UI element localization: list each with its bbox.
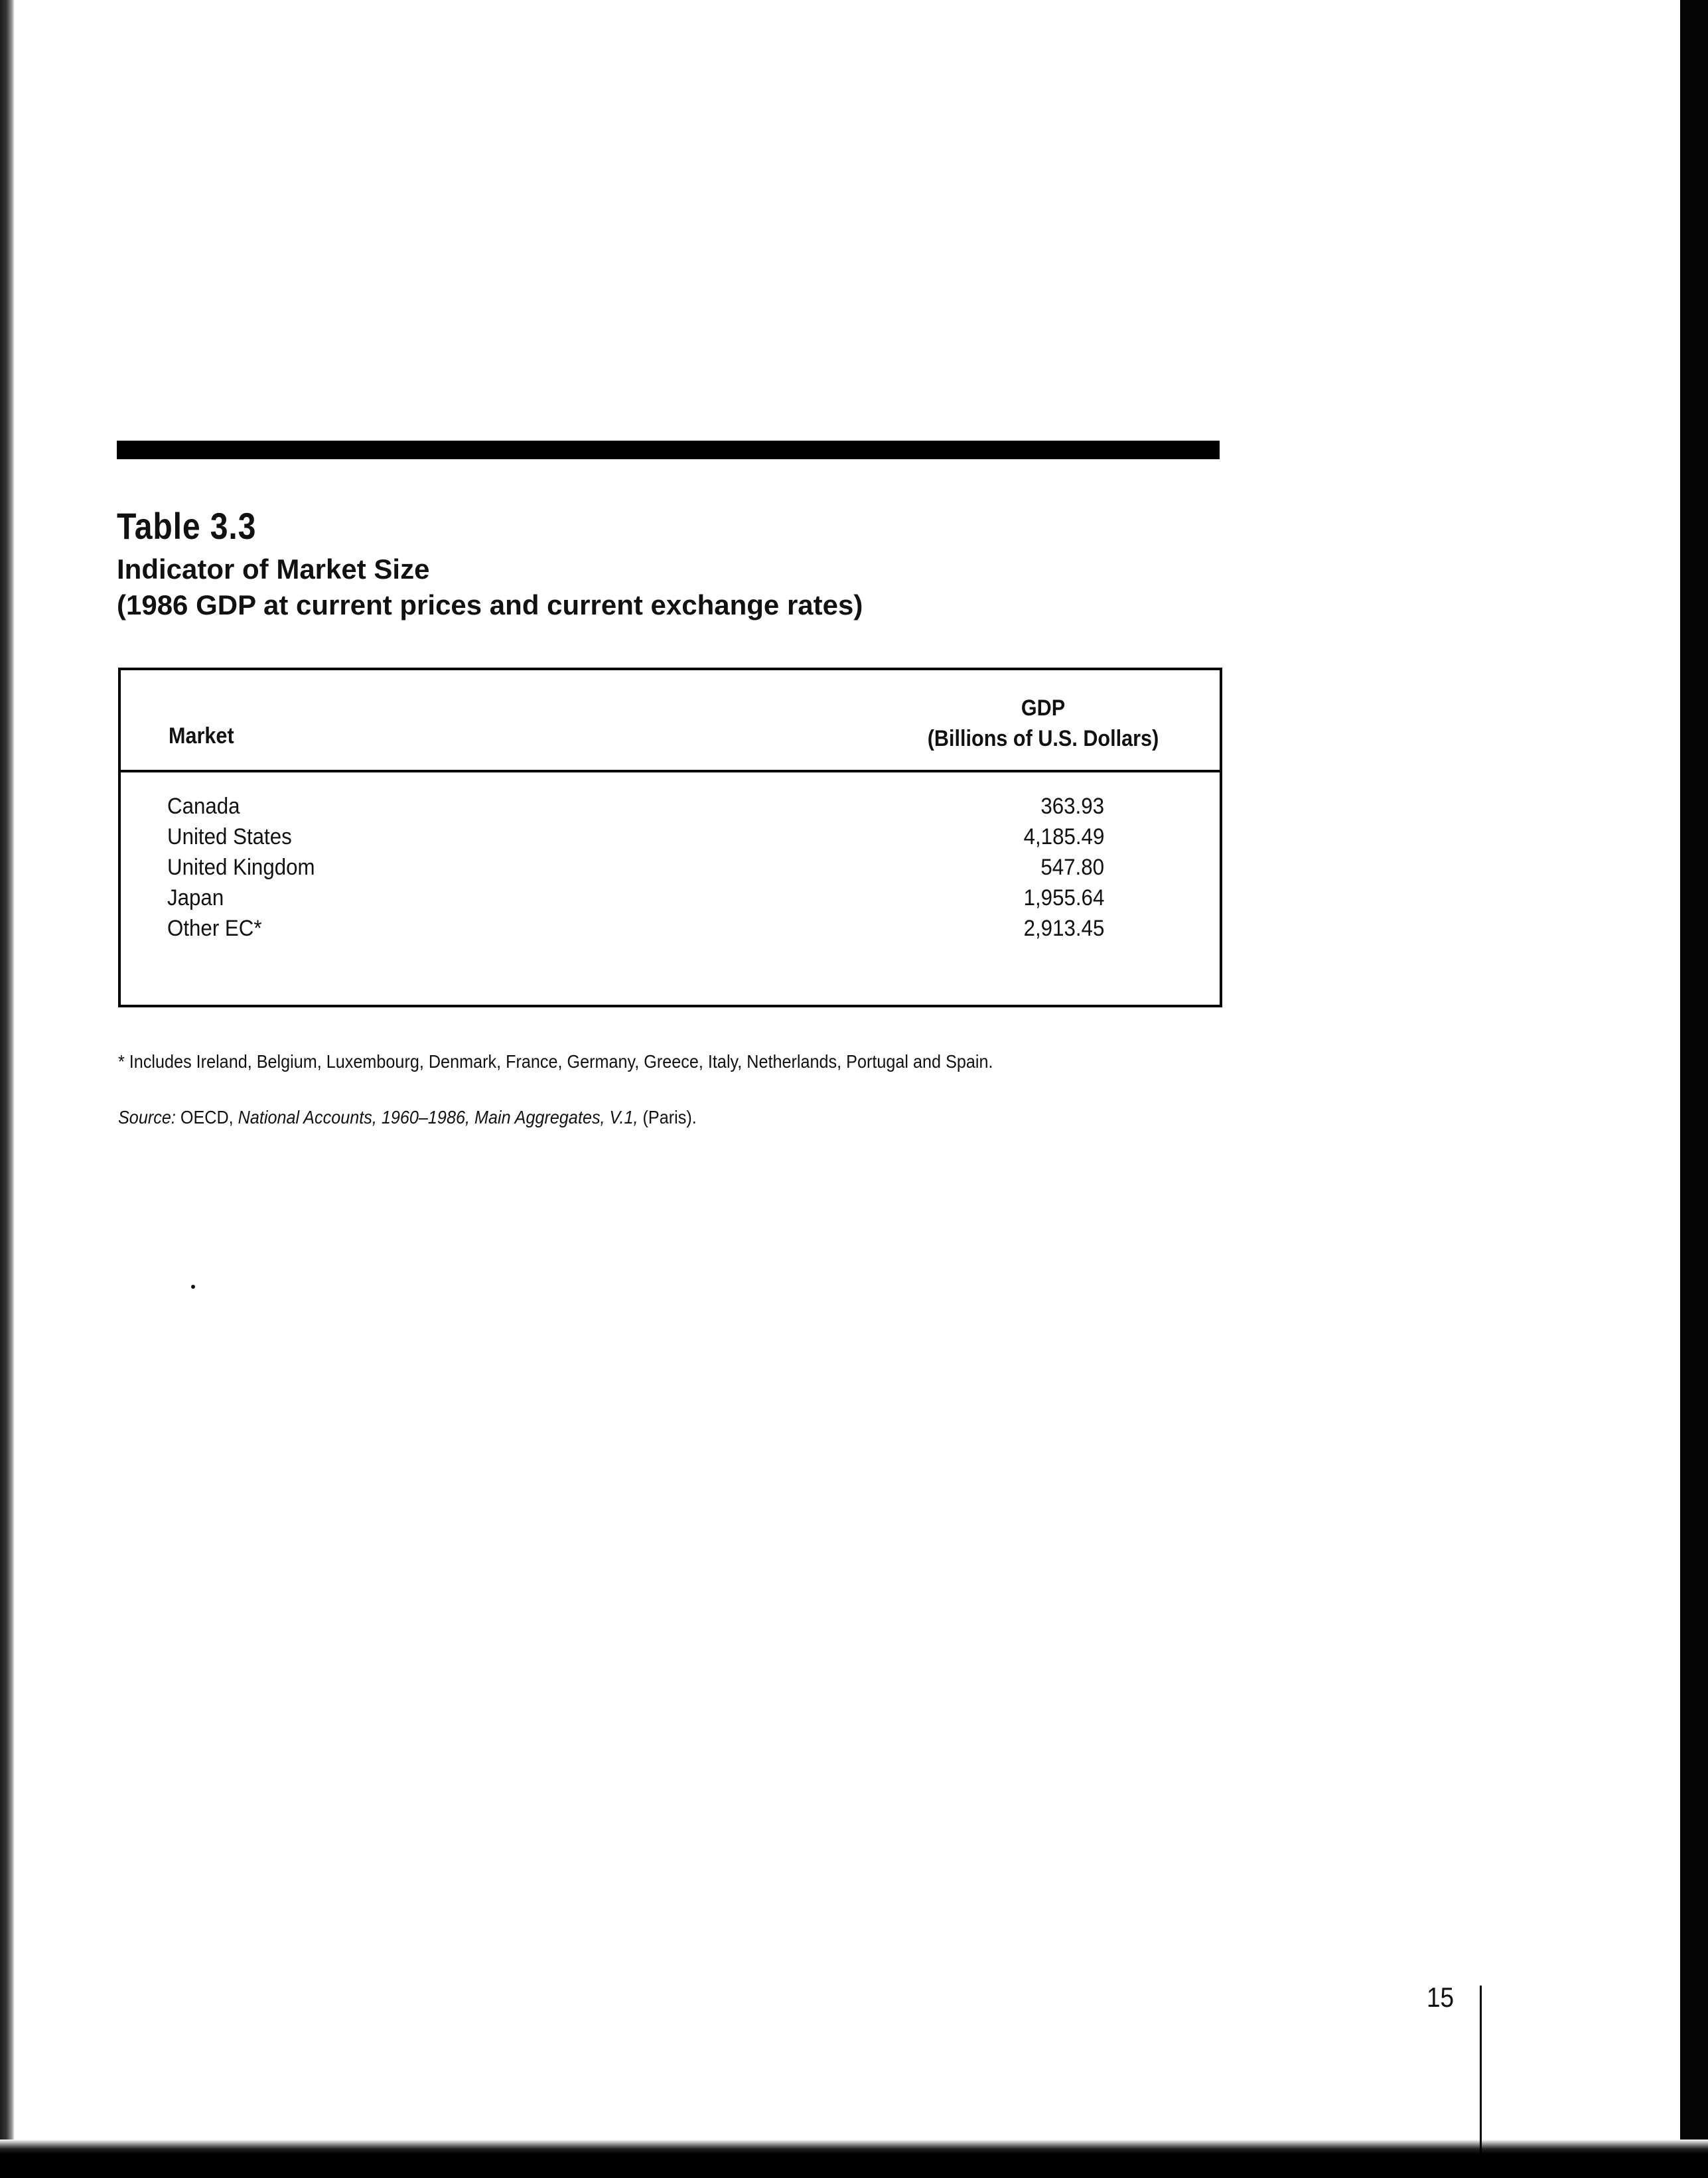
- table-row: [121, 885, 1220, 916]
- table-body: [121, 794, 1220, 946]
- page-number: 15: [1427, 1982, 1455, 2013]
- source-label: Source:: [118, 1107, 176, 1127]
- scan-edge-bottom: [0, 2140, 1708, 2178]
- market-cell: Japan: [167, 885, 224, 910]
- market-cell: United Kingdom: [167, 855, 315, 880]
- table-title: Indicator of Market Size: [117, 553, 430, 585]
- gdp-cell: 2,913.45: [1023, 916, 1104, 941]
- gdp-cell: 1,955.64: [1023, 885, 1104, 910]
- column-header-market: Market: [169, 723, 234, 749]
- table-header: [121, 670, 1220, 772]
- column-header-gdp-line2: (Billions of U.S. Dollars): [927, 726, 1159, 751]
- source-org: OECD,: [175, 1107, 238, 1127]
- footnote: * Includes Ireland, Belgium, Luxembourg, Denmark, France, Germany, Greece, Italy, Netherlands, Portugal and Spain.: [118, 1051, 993, 1072]
- source-place: (Paris).: [638, 1107, 697, 1127]
- table-row: [121, 824, 1220, 855]
- table-row: [121, 855, 1220, 885]
- source-publication: National Accounts, 1960–1986, Main Aggregates, V.1,: [238, 1107, 638, 1127]
- page-number-rule: [1480, 1986, 1482, 2158]
- top-rule: [117, 441, 1220, 459]
- market-cell: Canada: [167, 794, 240, 819]
- gdp-cell: 363.93: [1040, 794, 1104, 819]
- market-cell: Other EC*: [167, 916, 262, 941]
- gdp-cell: 547.80: [1040, 855, 1104, 880]
- data-table: [118, 668, 1222, 1007]
- table-row: [121, 916, 1220, 946]
- gdp-cell: 4,185.49: [1023, 824, 1104, 849]
- column-header-gdp-line1: GDP: [1021, 695, 1066, 721]
- table-row: [121, 794, 1220, 824]
- table-label: Table 3.3: [117, 505, 257, 547]
- table-subtitle: (1986 GDP at current prices and current exchange rates): [117, 589, 863, 620]
- column-header-gdp: [918, 693, 1169, 754]
- scan-edge-right: [1680, 0, 1708, 2178]
- source-citation: [118, 1107, 697, 1128]
- stray-mark: [191, 1285, 195, 1289]
- market-cell: United States: [167, 824, 292, 849]
- scan-edge-left: [0, 0, 15, 2178]
